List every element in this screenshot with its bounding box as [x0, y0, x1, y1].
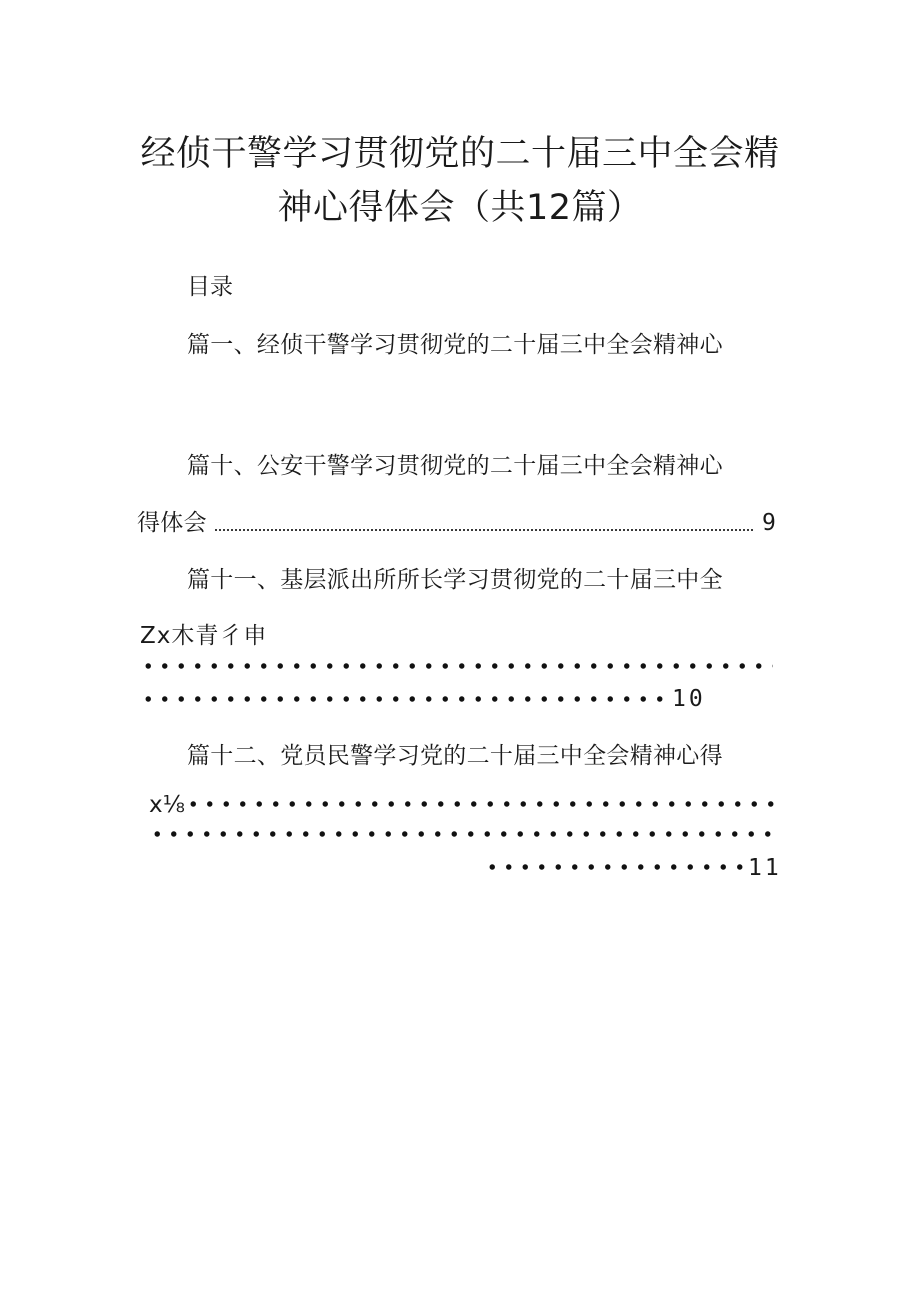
toc-entry-11-leader-dots-row-2 — [140, 692, 670, 706]
toc-entry-12-leader-dots-row-2 — [149, 827, 781, 841]
toc-entry-11[interactable]: 篇十一、基层派出所所长学习贯彻党的二十届三中全 — [187, 567, 723, 593]
toc-entry-12-leader-dots-row-3 — [484, 860, 748, 874]
toc-entry-11-page-number[interactable]: 10 — [672, 686, 706, 712]
toc-entry-10-leader-dots — [214, 512, 754, 534]
toc-entry-12-continuation[interactable]: x⅛ — [149, 792, 185, 818]
toc-entry-12-leader-dots-row-1 — [185, 797, 781, 811]
toc-entry-11-continuation[interactable]: Zx木青彳申 — [140, 623, 268, 649]
toc-entry-10-page-number[interactable]: 9 — [762, 510, 776, 536]
toc-entry-10[interactable]: 篇十、公安干警学习贯彻党的二十届三中全会精神心 — [187, 453, 723, 479]
toc-entry-12-page-number[interactable]: 11 — [748, 855, 782, 881]
document-title-line-2: 神心得体会（共12篇） — [277, 188, 643, 228]
toc-entry-10-continuation[interactable]: 得体会 — [137, 510, 207, 536]
toc-entry-1[interactable]: 篇一、经侦干警学习贯彻党的二十届三中全会精神心 — [187, 332, 723, 358]
toc-entry-12[interactable]: 篇十二、党员民警学习党的二十届三中全会精神心得 — [187, 743, 723, 769]
toc-entry-11-leader-dots-row-1 — [140, 659, 773, 673]
toc-heading: 目录 — [187, 274, 233, 300]
document-title-line-1: 经侦干警学习贯彻党的二十届三中全会精 — [140, 134, 780, 174]
